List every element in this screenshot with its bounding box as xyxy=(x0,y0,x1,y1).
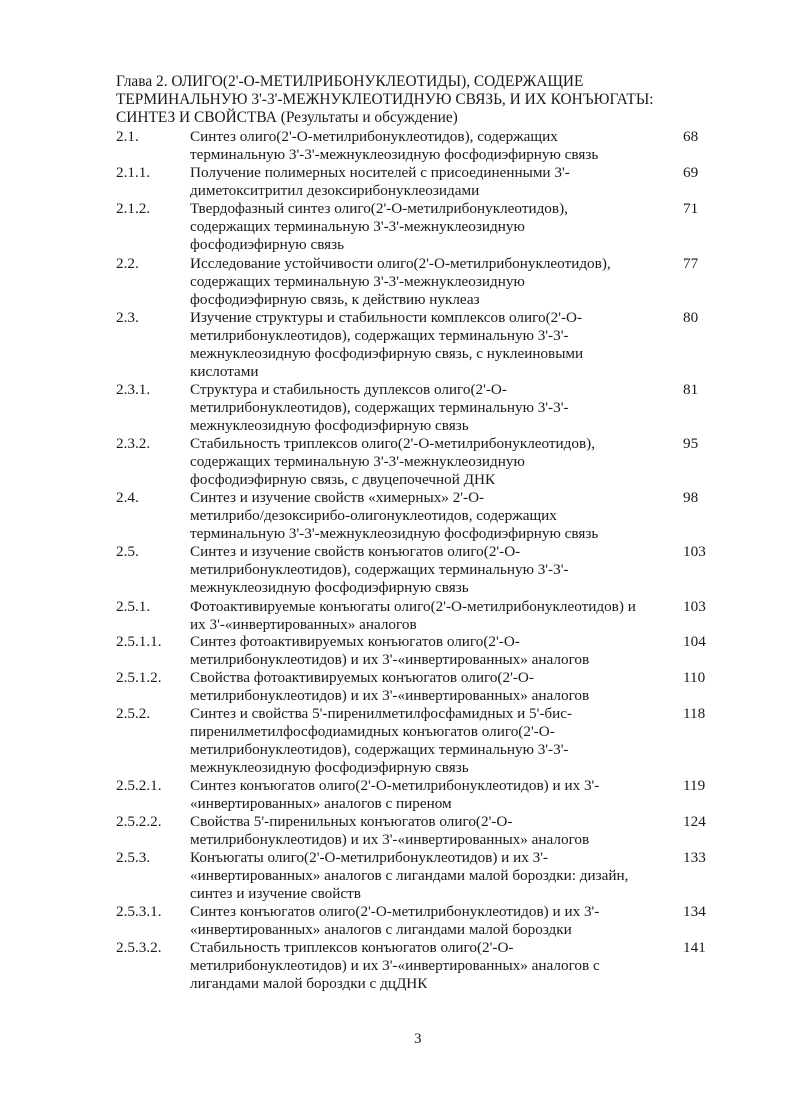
toc-title-line: Синтез и свойства 5'-пиренилметилфосфамидных и 5'-бис- xyxy=(190,705,573,722)
toc-section-title xyxy=(190,849,672,903)
toc-title-line: Конъюгаты олиго(2'-О-метилрибонуклеотидов) и их 3'- xyxy=(190,849,549,866)
toc-title-line: синтез и изучение свойств xyxy=(190,885,361,902)
toc-page-number: 98 xyxy=(683,489,699,506)
toc-section-title xyxy=(190,903,672,939)
toc-title-line: метилрибонуклеотидов), содержащих терминальную 3'-3'- xyxy=(190,399,569,416)
toc-section-number: 2.5.1.2. xyxy=(116,669,162,686)
toc-page-number: 118 xyxy=(683,705,706,722)
toc-title-line: Свойства 5'-пиренильных конъюгатов олиго(2'-О- xyxy=(190,813,513,830)
toc-section-number: 2.2. xyxy=(116,255,139,272)
toc-section-number: 2.5.3.2. xyxy=(116,939,162,956)
toc-section-number: 2.5.2.1. xyxy=(116,777,162,794)
toc-section-title xyxy=(190,633,672,669)
toc-title-line: межнуклеозидную фосфодиэфирную связь, с нуклеиновыми xyxy=(190,345,584,362)
toc-page-number: 133 xyxy=(683,849,706,866)
toc-page-number: 119 xyxy=(683,777,706,794)
page-number: 3 xyxy=(414,1030,422,1047)
toc-title-line: содержащих терминальную 3'-3'-межнуклеозидную xyxy=(190,273,525,290)
toc-section-title xyxy=(190,705,672,777)
toc-title-line: терминальную 3'-3'-межнуклеозидную фосфодиэфирную связь xyxy=(190,146,599,163)
toc-title-line: «инвертированных» аналогов с пиреном xyxy=(190,795,452,812)
toc-title-line: Стабильность триплексов олиго(2'-О-метилрибонуклеотидов), xyxy=(190,435,596,452)
toc-section-number: 2.5.2.2. xyxy=(116,813,162,830)
toc-section-number: 2.5.1. xyxy=(116,598,151,615)
chapter-heading-line: ТЕРМИНАЛЬНУЮ 3'-3'-МЕЖНУКЛЕОТИДНУЮ СВЯЗЬ, И ИХ КОНЪЮГАТЫ: xyxy=(116,91,654,108)
toc-section-number: 2.1.1. xyxy=(116,164,151,181)
toc-section-number: 2.1. xyxy=(116,128,139,145)
toc-section-number: 2.5. xyxy=(116,543,139,560)
toc-section-number: 2.3.1. xyxy=(116,381,151,398)
toc-page-number: 124 xyxy=(683,813,706,830)
toc-title-line: лигандами малой бороздки с дцДНК xyxy=(190,975,428,992)
toc-title-line: пиренилметилфосфодиамидных конъюгатов олиго(2'-О- xyxy=(190,723,555,740)
toc-section-number: 2.4. xyxy=(116,489,139,506)
toc-title-line: метилрибонуклеотидов) и их 3'-«инвертированных» аналогов с xyxy=(190,957,600,974)
toc-title-line: Синтез фотоактивируемых конъюгатов олиго(2'-О- xyxy=(190,633,520,650)
toc-section-title xyxy=(190,381,672,435)
toc-title-line: Стабильность триплексов конъюгатов олиго(2'-О- xyxy=(190,939,514,956)
toc-section-number: 2.5.3.1. xyxy=(116,903,162,920)
toc-page-number: 110 xyxy=(683,669,706,686)
toc-title-line: Изучение структуры и стабильности комплексов олиго(2'-О- xyxy=(190,309,583,326)
toc-page-number: 81 xyxy=(683,381,699,398)
toc-section-title xyxy=(190,309,672,381)
toc-page-number: 69 xyxy=(683,164,699,181)
chapter-heading-line: СИНТЕЗ И СВОЙСТВА (Результаты и обсуждение) xyxy=(116,109,458,126)
toc-page-number: 104 xyxy=(683,633,706,650)
toc-section-number: 2.1.2. xyxy=(116,200,151,217)
toc-section-title xyxy=(190,669,672,705)
chapter-heading-line: Глава 2. ОЛИГО(2'-О-МЕТИЛРИБОНУКЛЕОТИДЫ), СОДЕРЖАЩИЕ xyxy=(116,73,584,90)
toc-page-number: 103 xyxy=(683,598,706,615)
toc-section-title xyxy=(190,543,672,597)
toc-title-line: межнуклеозидную фосфодиэфирную связь xyxy=(190,579,469,596)
toc-section-number: 2.3.2. xyxy=(116,435,151,452)
toc-title-line: метилрибонуклеотидов) и их 3'-«инвертированных» аналогов xyxy=(190,687,590,704)
toc-title-line: Получение полимерных носителей с присоединенными 3'- xyxy=(190,164,570,181)
toc-title-line: Синтез конъюгатов олиго(2'-О-метилрибонуклеотидов) и их 3'- xyxy=(190,903,600,920)
toc-section-title xyxy=(190,200,672,254)
toc-page-number: 134 xyxy=(683,903,706,920)
toc-title-line: «инвертированных» аналогов с лигандами малой бороздки xyxy=(190,921,572,938)
toc-section-number: 2.5.1.1. xyxy=(116,633,162,650)
toc-section-title xyxy=(190,777,672,813)
toc-title-line: фосфодиэфирную связь, с двуцепочечной ДНК xyxy=(190,471,496,488)
toc-title-line: диметокситритил дезоксирибонуклеозидами xyxy=(190,182,480,199)
toc-page-number: 68 xyxy=(683,128,699,145)
toc-page-number: 95 xyxy=(683,435,699,452)
toc-title-line: Фотоактивируемые конъюгаты олиго(2'-О-метилрибонуклеотидов) и xyxy=(190,598,636,615)
toc-page-number: 71 xyxy=(683,200,699,217)
toc-title-line: межнуклеозидную фосфодиэфирную связь xyxy=(190,417,469,434)
toc-title-line: метилрибонуклеотидов) и их 3'-«инвертированных» аналогов xyxy=(190,831,590,848)
toc-section-title xyxy=(190,164,672,200)
toc-section-title xyxy=(190,255,672,309)
toc-title-line: межнуклеозидную фосфодиэфирную связь xyxy=(190,759,469,776)
toc-section-number: 2.5.3. xyxy=(116,849,151,866)
toc-section-title xyxy=(190,128,672,164)
toc-title-line: Синтез олиго(2'-О-метилрибонуклеотидов), содержащих xyxy=(190,128,558,145)
toc-page-number: 77 xyxy=(683,255,699,272)
toc-title-line: их 3'-«инвертированных» аналогов xyxy=(190,616,417,633)
toc-title-line: Исследование устойчивости олиго(2'-О-метилрибонуклеотидов), xyxy=(190,255,611,272)
toc-title-line: метилрибонуклеотидов), содержащих терминальную 3'-3'- xyxy=(190,327,569,344)
toc-page-number: 103 xyxy=(683,543,706,560)
toc-title-line: терминальную 3'-3'-межнуклеозидную фосфодиэфирную связь xyxy=(190,525,599,542)
toc-page-number: 141 xyxy=(683,939,706,956)
toc-title-line: метилрибонуклеотидов), содержащих терминальную 3'-3'- xyxy=(190,561,569,578)
toc-section-title xyxy=(190,939,672,993)
toc-title-line: Свойства фотоактивируемых конъюгатов олиго(2'-О- xyxy=(190,669,534,686)
toc-title-line: метилрибонуклеотидов) и их 3'-«инвертированных» аналогов xyxy=(190,651,590,668)
chapter-heading xyxy=(116,73,716,127)
toc-section-title xyxy=(190,813,672,849)
toc-page-number: 80 xyxy=(683,309,699,326)
toc-section-title xyxy=(190,489,672,543)
toc-title-line: кислотами xyxy=(190,363,259,380)
toc-title-line: Синтез и изучение свойств конъюгатов олиго(2'-О- xyxy=(190,543,521,560)
toc-title-line: «инвертированных» аналогов с лигандами малой бороздки: дизайн, xyxy=(190,867,629,884)
toc-title-line: Структура и стабильность дуплексов олиго(2'-О- xyxy=(190,381,507,398)
toc-section-title xyxy=(190,435,672,489)
toc-section-number: 2.3. xyxy=(116,309,139,326)
toc-title-line: фосфодиэфирную связь, к действию нуклеаз xyxy=(190,291,480,308)
toc-title-line: Твердофазный синтез олиго(2'-О-метилрибонуклеотидов), xyxy=(190,200,568,217)
toc-title-line: метилрибонуклеотидов), содержащих терминальную 3'-3'- xyxy=(190,741,569,758)
toc-title-line: содержащих терминальную 3'-3'-межнуклеозидную xyxy=(190,218,525,235)
toc-title-line: фосфодиэфирную связь xyxy=(190,236,345,253)
toc-title-line: метилрибо/дезоксирибо-олигонуклеотидов, содержащих xyxy=(190,507,557,524)
toc-title-line: содержащих терминальную 3'-3'-межнуклеозидную xyxy=(190,453,525,470)
toc-section-title xyxy=(190,598,672,634)
toc-title-line: Синтез конъюгатов олиго(2'-О-метилрибонуклеотидов) и их 3'- xyxy=(190,777,600,794)
toc-section-number: 2.5.2. xyxy=(116,705,151,722)
toc-title-line: Синтез и изучение свойств «химерных» 2'-О- xyxy=(190,489,485,506)
